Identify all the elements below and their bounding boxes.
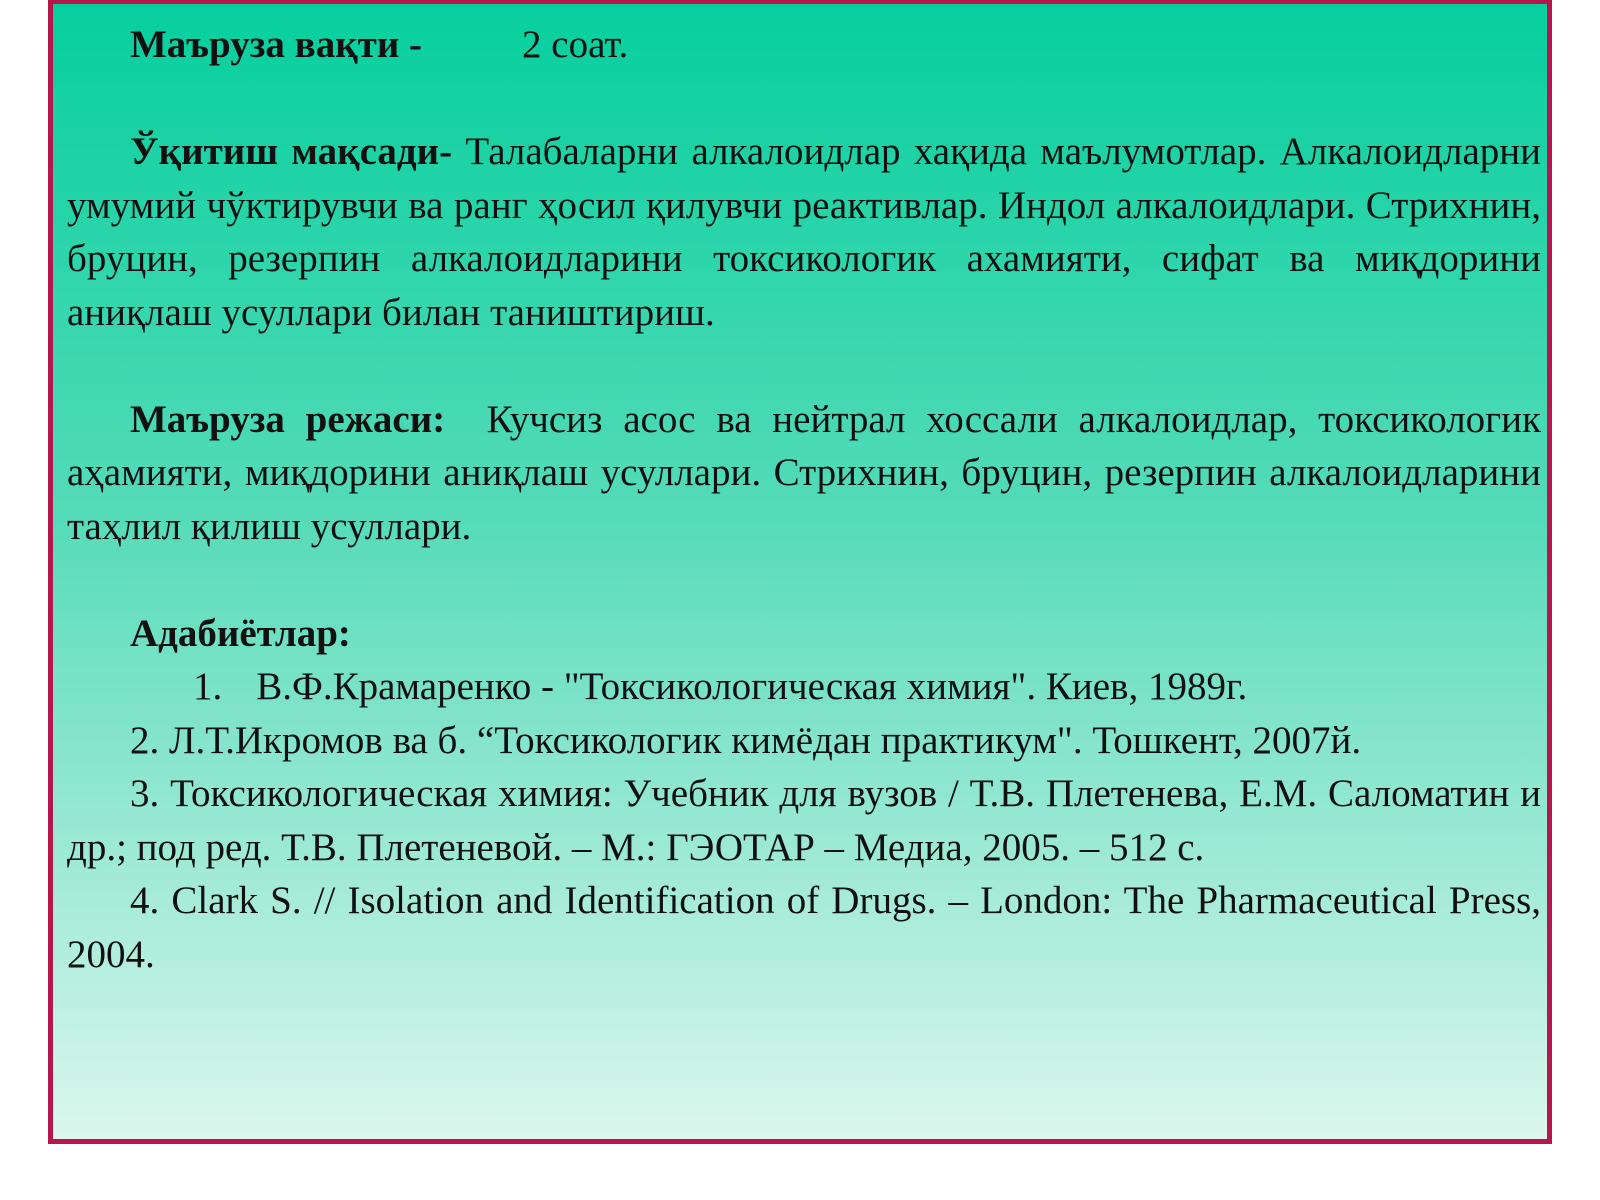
reference-item-2 <box>67 714 1541 768</box>
reference-item-1 <box>67 660 1541 714</box>
reference-text: В.Ф.Крамаренко - "Токсикологическая химия". Киев, 1989г. <box>256 665 1248 708</box>
plan-paragraph <box>67 393 1541 554</box>
reference-number: 2. <box>130 718 160 762</box>
reference-item-4 <box>67 874 1541 981</box>
lecture-time-line <box>67 18 1541 72</box>
document-body <box>67 18 1541 981</box>
reference-item-3 <box>67 767 1541 874</box>
reference-number: 3. <box>130 772 160 815</box>
references-heading: Адабиётлар: <box>130 611 351 655</box>
plan-label: Маъруза режаси: <box>130 397 446 441</box>
objective-text: Талабаларни алкалоидлар хақида маълумотлар. Алкалоидларни умумий чўктирувчи ва ранг ҳосил қилувчи реактивлар. Индол алкалоидлари. Стрихнин, бруцин, резерпин алкалоидларини токсикологик ахамияти, сифат ва миқдорини аниқлаш усуллари билан таништириш. <box>67 130 1541 334</box>
lecture-time-value: 2 соат. <box>522 23 629 66</box>
slide-panel <box>48 0 1552 1144</box>
objective-label: Ўқитиш мақсади- <box>130 130 453 173</box>
reference-number: 1. <box>193 665 223 708</box>
plan-text: Кучсиз асос ва нейтрал хоссали алкалоидлар, токсикологик аҳамияти, миқдорини аниқлаш усуллари. Стрихнин, бруцин, резерпин алкалоидларини таҳлил қилиш усуллари. <box>67 397 1541 548</box>
reference-text: Clark S. // Isolation and Identification of Drugs. – London: The Pharmaceutical Press, 2004. <box>67 879 1541 976</box>
reference-number: 4. <box>130 879 160 922</box>
objective-paragraph <box>67 125 1541 339</box>
reference-text: Л.Т.Икромов ва б. “Токсикологик кимёдан практикум". Тошкент, 2007й. <box>169 718 1362 762</box>
lecture-time-label: Маъруза вақти - <box>130 23 423 66</box>
reference-text: Токсикологическая химия: Учебник для вузов / Т.В. Плетенева, Е.М. Саломатин и др.; под ред. Т.В. Плетеневой. – М.: ГЭОТАР – Медиа, 2005. – 512 с. <box>67 772 1542 869</box>
